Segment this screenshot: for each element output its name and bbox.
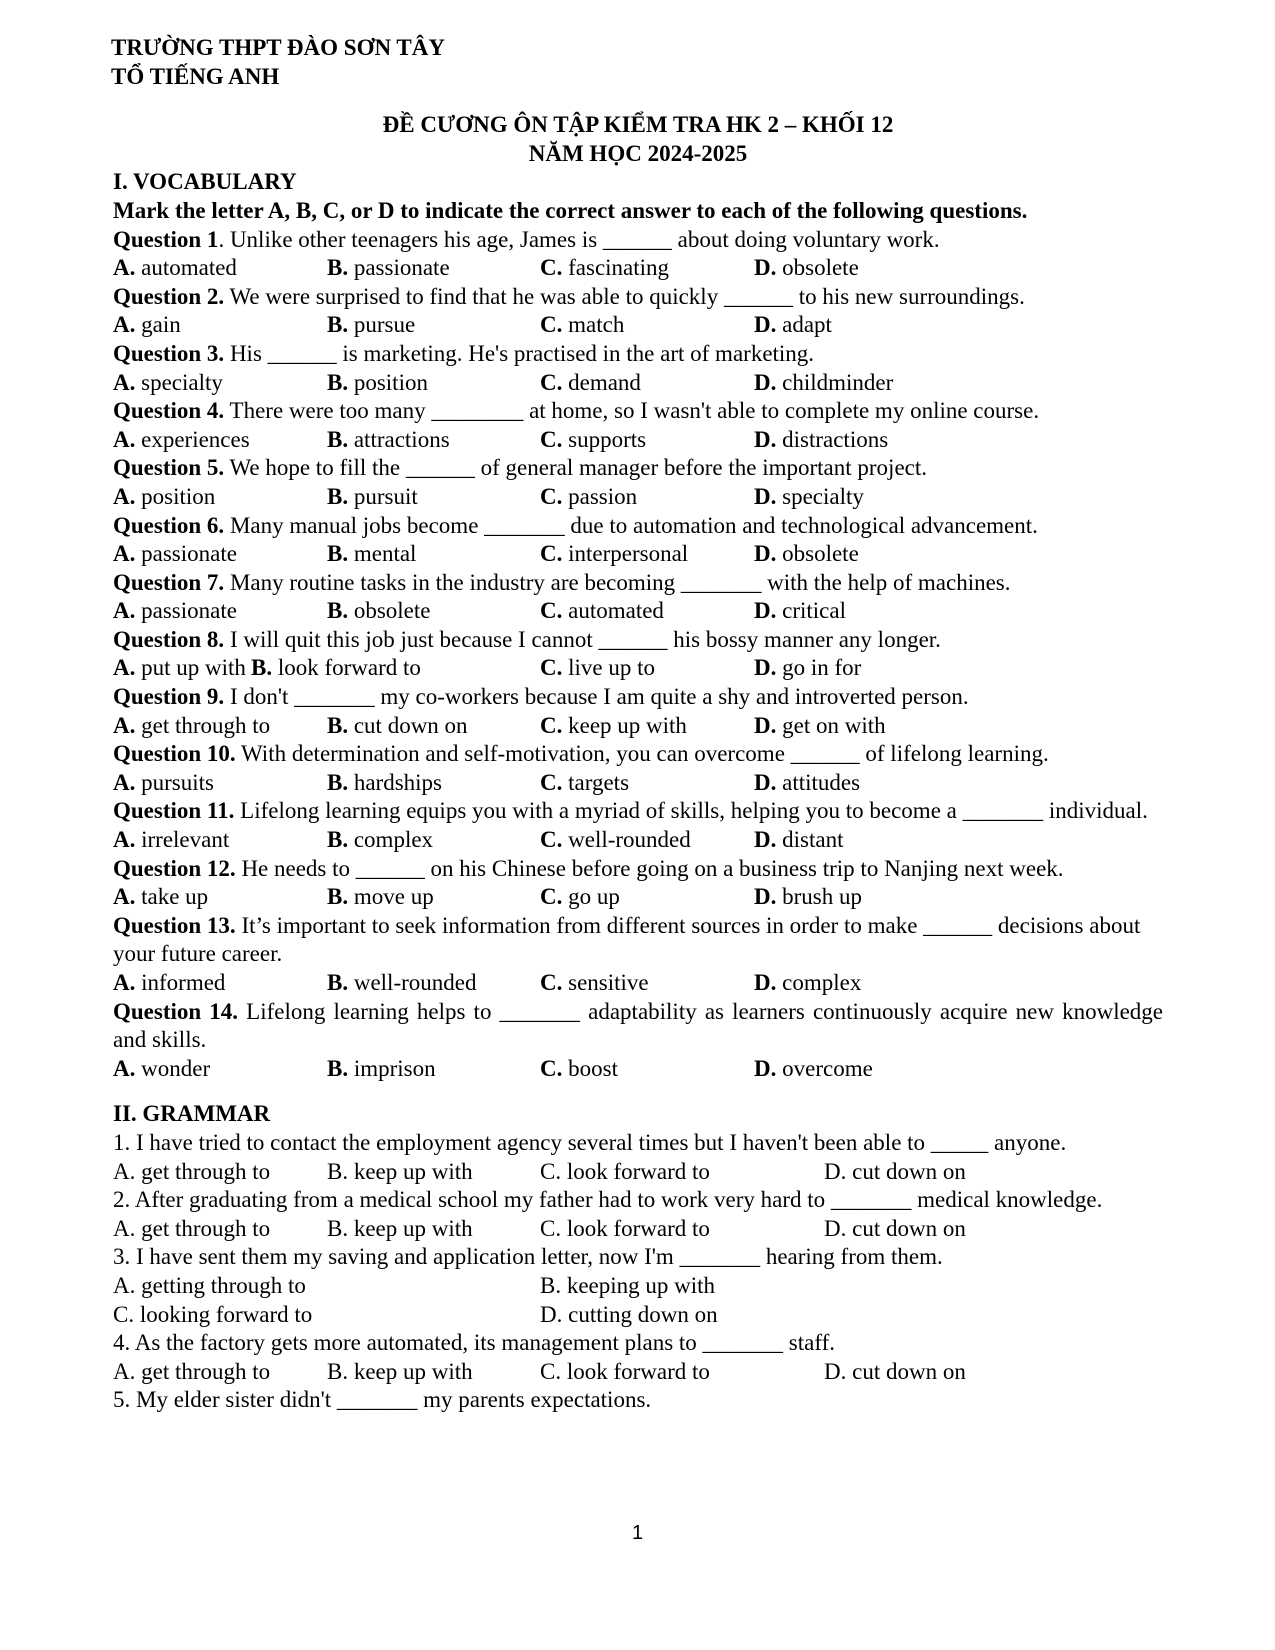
question-text: It’s important to seek information from different sources in order to make ______ decisions about your future career.	[113, 912, 1141, 967]
option-text: supports	[568, 426, 647, 452]
vocab-question-stem	[113, 226, 1163, 255]
answer-option[interactable]: B. keeping up with	[540, 1272, 716, 1298]
grammar-option-row	[113, 1301, 1163, 1330]
vocab-question-stem	[113, 855, 1163, 884]
option-letter: B.	[327, 541, 349, 567]
option-letter: B.	[327, 769, 349, 795]
answer-option-b[interactable]	[327, 1055, 436, 1084]
option-letter: D.	[754, 712, 777, 738]
answer-option-d[interactable]	[754, 769, 860, 798]
vocab-option-row	[113, 540, 1163, 569]
option-letter: A.	[113, 970, 136, 995]
answer-option-a[interactable]	[113, 540, 237, 569]
answer-option[interactable]: D. cut down on	[824, 1158, 966, 1184]
option-text: obsolete	[782, 541, 859, 567]
option-letter: A.	[113, 541, 136, 567]
vocabulary-instruction: Mark the letter A, B, C, or D to indicate the correct answer to each of the following questions.	[113, 197, 1028, 223]
option-letter: D.	[754, 541, 777, 567]
option-text: overcome	[782, 1055, 873, 1081]
answer-option[interactable]: A. get through to	[113, 1158, 271, 1184]
question-text: I will quit this job just because I cannot ______ his bossy manner any longer.	[224, 626, 941, 652]
option-letter: C.	[540, 483, 563, 509]
vocab-option-row	[113, 654, 1163, 683]
answer-option-a[interactable]	[113, 712, 270, 741]
answer-option-b[interactable]	[327, 597, 431, 626]
option-letter: C.	[540, 655, 563, 681]
answer-option[interactable]: D. cut down on	[824, 1215, 966, 1241]
option-letter: C.	[540, 884, 563, 910]
vocab-option-row	[113, 1055, 1163, 1084]
option-text: hardships	[353, 769, 443, 795]
question-label: Question 4.	[113, 398, 225, 424]
answer-option-d[interactable]	[754, 597, 846, 626]
question-label: Question 11.	[113, 798, 235, 824]
option-text: imprison	[353, 1055, 436, 1081]
vocab-question-stem	[113, 740, 1163, 769]
option-letter: A.	[113, 655, 136, 681]
question-label: Question 2.	[113, 283, 225, 309]
answer-option-d[interactable]	[754, 654, 861, 683]
option-letter: C.	[540, 541, 563, 567]
question-text: I don't _______ my co-workers because I am quite a shy and introverted person.	[224, 684, 969, 710]
vocab-option-row	[113, 311, 1163, 340]
option-text: pursuits	[141, 769, 214, 795]
option-text: complex	[353, 827, 434, 853]
option-text: look forward to	[277, 655, 421, 681]
answer-option-c[interactable]	[540, 883, 620, 912]
option-text: well-rounded	[353, 970, 477, 995]
option-letter: A.	[113, 255, 136, 281]
answer-option-d[interactable]	[754, 483, 864, 512]
answer-option-b[interactable]	[327, 254, 450, 283]
option-letter: A.	[113, 827, 136, 853]
option-text: obsolete	[353, 598, 431, 624]
option-text: cut down on	[353, 712, 468, 738]
option-text: get through to	[141, 712, 271, 738]
grammar-question-list	[113, 1129, 1163, 1415]
option-text: attractions	[353, 426, 450, 452]
answer-option-a[interactable]	[113, 883, 208, 912]
answer-option-b[interactable]	[327, 826, 433, 855]
question-label: Question 12.	[113, 855, 236, 881]
grammar-question-stem: 1. I have tried to contact the employment agency several times but I haven't been able to _____ anyone.	[113, 1129, 1067, 1155]
answer-option-a[interactable]	[113, 311, 181, 340]
answer-option[interactable]: C. looking forward to	[113, 1301, 313, 1327]
option-text: automated	[568, 598, 664, 624]
vocab-option-row	[113, 969, 1163, 998]
grammar-option-row	[113, 1215, 1163, 1244]
question-label: Question 13.	[113, 912, 236, 938]
option-text: take up	[141, 884, 209, 910]
vocab-option-row	[113, 597, 1163, 626]
answer-option-d[interactable]	[754, 712, 886, 741]
question-label: Question 7.	[113, 569, 225, 595]
answer-option-a[interactable]	[113, 826, 229, 855]
option-letter: D.	[754, 884, 777, 910]
option-letter: C.	[540, 369, 563, 395]
option-letter: B.	[327, 1055, 349, 1081]
option-text: interpersonal	[568, 541, 689, 567]
option-text: attitudes	[782, 769, 861, 795]
answer-option-a[interactable]	[113, 254, 237, 283]
option-letter: D.	[754, 655, 777, 681]
question-label: Question 14.	[113, 998, 239, 1024]
question-text: We were surprised to find that he was able to quickly ______ to his new surroundings.	[224, 283, 1025, 309]
option-text: complex	[782, 970, 862, 995]
question-text: Many manual jobs become _______ due to automation and technological advancement.	[224, 512, 1038, 538]
option-letter: A.	[113, 426, 136, 452]
option-text: passion	[568, 483, 638, 509]
question-label: Question 3.	[113, 340, 225, 366]
answer-option-b[interactable]	[327, 769, 442, 798]
answer-option-d[interactable]	[754, 254, 859, 283]
option-text: get on with	[782, 712, 886, 738]
option-text: well-rounded	[568, 827, 691, 853]
option-letter: D.	[754, 827, 777, 853]
answer-option-c[interactable]	[540, 254, 669, 283]
vocab-option-row	[113, 426, 1163, 455]
option-text: move up	[353, 884, 434, 910]
answer-option-b[interactable]	[327, 712, 468, 741]
answer-option[interactable]: D. cutting down on	[540, 1301, 718, 1327]
option-text: critical	[782, 598, 846, 624]
option-text: obsolete	[782, 255, 859, 281]
option-text: gain	[141, 312, 181, 338]
option-text: go in for	[782, 655, 862, 681]
option-text: demand	[568, 369, 641, 395]
vocab-option-row	[113, 883, 1163, 912]
option-letter: B.	[327, 483, 349, 509]
vocab-question-stem	[113, 998, 1163, 1055]
option-text: boost	[568, 1055, 618, 1081]
option-letter: B.	[327, 827, 349, 853]
question-text: His ______ is marketing. He's practised in the art of marketing.	[224, 340, 815, 366]
vocab-option-row	[113, 712, 1163, 741]
answer-option-a[interactable]	[113, 654, 246, 683]
answer-option-d[interactable]	[754, 540, 859, 569]
option-letter: C.	[540, 255, 563, 281]
document-page	[113, 34, 1163, 1415]
option-text: pursuit	[353, 483, 418, 509]
option-letter: B.	[327, 598, 349, 624]
vocab-question-stem	[113, 797, 1163, 826]
option-text: put up with	[141, 655, 246, 681]
vocab-question-stem	[113, 912, 1163, 969]
school-name: TRƯỜNG THPT ĐÀO SƠN TÂY	[111, 35, 445, 60]
option-text: go up	[568, 884, 620, 910]
option-letter: A.	[113, 1055, 136, 1081]
option-letter: C.	[540, 598, 563, 624]
option-letter: B.	[327, 884, 349, 910]
answer-option-a[interactable]	[113, 597, 237, 626]
option-letter: C.	[540, 827, 563, 853]
option-text: match	[568, 312, 625, 338]
option-letter: D.	[754, 970, 777, 995]
option-letter: C.	[540, 1055, 563, 1081]
vocabulary-heading: I. VOCABULARY	[113, 169, 297, 195]
vocab-question-stem	[113, 626, 1163, 655]
answer-option-a[interactable]	[113, 483, 215, 512]
option-letter: A.	[113, 598, 136, 624]
answer-option-c[interactable]	[540, 597, 664, 626]
grammar-option-row	[113, 1272, 1163, 1301]
grammar-option-row	[113, 1158, 1163, 1187]
answer-option-b[interactable]	[327, 883, 434, 912]
option-letter: C.	[540, 312, 563, 338]
answer-option[interactable]: C. look forward to	[540, 1158, 710, 1184]
grammar-question-stem: 4. As the factory gets more automated, its management plans to _______ staff.	[113, 1330, 835, 1356]
answer-option[interactable]: A. get through to	[113, 1358, 271, 1384]
answer-option[interactable]: C. look forward to	[540, 1358, 710, 1384]
option-letter: D.	[754, 1055, 777, 1081]
question-label: Question 1	[113, 226, 219, 252]
question-text: Many routine tasks in the industry are becoming _______ with the help of machines.	[224, 569, 1011, 595]
question-text: There were too many ________ at home, so I wasn't able to complete my online course.	[224, 398, 1040, 424]
option-text: wonder	[141, 1055, 211, 1081]
option-text: specialty	[782, 483, 864, 509]
option-letter: B.	[327, 970, 349, 995]
answer-option-b[interactable]	[251, 654, 421, 683]
option-letter: A.	[113, 483, 136, 509]
option-letter: D.	[754, 255, 777, 281]
answer-option-c[interactable]	[540, 483, 637, 512]
option-text: specialty	[141, 369, 223, 395]
answer-option[interactable]: A. get through to	[113, 1215, 271, 1241]
option-text: brush up	[782, 884, 862, 910]
option-text: position	[141, 483, 216, 509]
option-letter: C.	[540, 712, 563, 738]
vocab-option-row	[113, 826, 1163, 855]
option-letter: D.	[754, 369, 777, 395]
answer-option-c[interactable]	[540, 369, 641, 398]
answer-option-d[interactable]	[754, 826, 843, 855]
answer-option-d[interactable]	[754, 883, 862, 912]
option-letter: D.	[754, 483, 777, 509]
answer-option-c[interactable]	[540, 969, 649, 998]
document-title: ĐỀ CƯƠNG ÔN TẬP KIỂM TRA HK 2 – KHỐI 12	[382, 112, 894, 138]
vocab-question-stem	[113, 683, 1163, 712]
answer-option-c[interactable]	[540, 426, 646, 455]
answer-option-d[interactable]	[754, 969, 861, 998]
answer-option[interactable]: B. keep up with	[327, 1215, 473, 1241]
vocab-question-stem	[113, 283, 1163, 312]
option-text: position	[353, 369, 428, 395]
answer-option[interactable]: B. keep up with	[327, 1358, 473, 1384]
school-year: NĂM HỌC 2024-2025	[528, 140, 748, 166]
option-letter: B.	[327, 312, 349, 338]
vocab-question-stem	[113, 569, 1163, 598]
option-text: experiences	[141, 426, 250, 452]
option-text: fascinating	[568, 255, 670, 281]
answer-option[interactable]: A. getting through to	[113, 1272, 306, 1298]
question-label: Question 10.	[113, 741, 236, 767]
answer-option-c[interactable]	[540, 654, 655, 683]
answer-option-c[interactable]	[540, 311, 624, 340]
option-text: passionate	[141, 541, 237, 567]
grammar-heading: II. GRAMMAR	[113, 1101, 271, 1127]
answer-option-a[interactable]	[113, 969, 225, 998]
option-text: keep up with	[568, 712, 687, 738]
question-text: With determination and self-motivation, you can overcome ______ of lifelong learning.	[235, 741, 1049, 767]
question-label: Question 6.	[113, 512, 225, 538]
option-text: sensitive	[568, 970, 649, 995]
answer-option-d[interactable]	[754, 426, 888, 455]
page-number: 1	[631, 1522, 644, 1544]
option-letter: A.	[113, 369, 136, 395]
option-letter: B.	[251, 655, 273, 681]
answer-option-d[interactable]	[754, 311, 832, 340]
option-letter: D.	[754, 426, 777, 452]
option-text: distractions	[782, 426, 889, 452]
grammar-question-stem: 2. After graduating from a medical school my father had to work very hard to _______ medical knowledge.	[113, 1187, 1103, 1213]
option-text: adapt	[782, 312, 832, 338]
option-text: automated	[141, 255, 237, 281]
vocab-option-row	[113, 483, 1163, 512]
answer-option-c[interactable]	[540, 540, 688, 569]
option-letter: C.	[540, 769, 563, 795]
option-text: live up to	[568, 655, 656, 681]
answer-option-a[interactable]	[113, 369, 223, 398]
answer-option[interactable]: B. keep up with	[327, 1158, 473, 1184]
question-label: Question 5.	[113, 455, 225, 481]
option-text: pursue	[353, 312, 416, 338]
department-name: TỔ TIẾNG ANH	[111, 63, 280, 89]
answer-option[interactable]: D. cut down on	[824, 1358, 966, 1384]
option-letter: A.	[113, 884, 136, 910]
answer-option-b[interactable]	[327, 369, 428, 398]
answer-option-d[interactable]	[754, 1055, 873, 1084]
option-text: distant	[782, 827, 844, 853]
answer-option-a[interactable]	[113, 1055, 210, 1084]
grammar-question-stem: 5. My elder sister didn't _______ my parents expectations.	[113, 1387, 652, 1413]
question-label: Question 8.	[113, 626, 225, 652]
answer-option-b[interactable]	[327, 426, 450, 455]
option-letter: A.	[113, 312, 136, 338]
answer-option-d[interactable]	[754, 369, 893, 398]
option-letter: B.	[327, 369, 349, 395]
answer-option-a[interactable]	[113, 426, 250, 455]
question-text: Lifelong learning helps to _______ adaptability as learners continuously acquire new knowledge and skills.	[113, 998, 1163, 1053]
option-text: passionate	[353, 255, 450, 281]
vocab-option-row	[113, 369, 1163, 398]
vocab-question-stem	[113, 397, 1163, 426]
vocab-question-stem	[113, 512, 1163, 541]
option-text: irrelevant	[141, 827, 230, 853]
option-letter: A.	[113, 769, 136, 795]
question-label: Question 9.	[113, 684, 225, 710]
answer-option-c[interactable]	[540, 1055, 618, 1084]
option-letter: D.	[754, 769, 777, 795]
option-text: targets	[568, 769, 630, 795]
grammar-question-stem: 3. I have sent them my saving and application letter, now I'm _______ hearing from them.	[113, 1244, 943, 1270]
answer-option-b[interactable]	[327, 483, 418, 512]
vocab-option-row	[113, 254, 1163, 283]
answer-option-b[interactable]	[327, 311, 415, 340]
option-letter: B.	[327, 255, 349, 281]
option-text: passionate	[141, 598, 237, 624]
option-text: mental	[353, 541, 417, 567]
vocab-question-stem	[113, 454, 1163, 483]
option-letter: B.	[327, 712, 349, 738]
answer-option-c[interactable]	[540, 826, 691, 855]
vocab-question-stem	[113, 340, 1163, 369]
question-text: He needs to ______ on his Chinese before going on a business trip to Nanjing next week.	[235, 855, 1064, 881]
answer-option[interactable]: C. look forward to	[540, 1215, 710, 1241]
option-letter: B.	[327, 426, 349, 452]
vocabulary-question-list	[113, 226, 1163, 1084]
grammar-option-row	[113, 1358, 1163, 1387]
question-text: We hope to fill the ______ of general manager before the important project.	[224, 455, 928, 481]
answer-option-a[interactable]	[113, 769, 214, 798]
option-letter: A.	[113, 712, 136, 738]
option-letter: D.	[754, 312, 777, 338]
vocab-option-row	[113, 769, 1163, 798]
question-text: Lifelong learning equips you with a myriad of skills, helping you to become a _______ individual.	[234, 798, 1148, 824]
answer-option-c[interactable]	[540, 769, 629, 798]
option-letter: D.	[754, 598, 777, 624]
answer-option-c[interactable]	[540, 712, 687, 741]
answer-option-b[interactable]	[327, 540, 416, 569]
option-text: informed	[141, 970, 226, 995]
option-letter: C.	[540, 970, 563, 995]
answer-option-b[interactable]	[327, 969, 476, 998]
option-text: childminder	[782, 369, 894, 395]
option-letter: C.	[540, 426, 563, 452]
question-text: . Unlike other teenagers his age, James is ______ about doing voluntary work.	[218, 226, 940, 252]
